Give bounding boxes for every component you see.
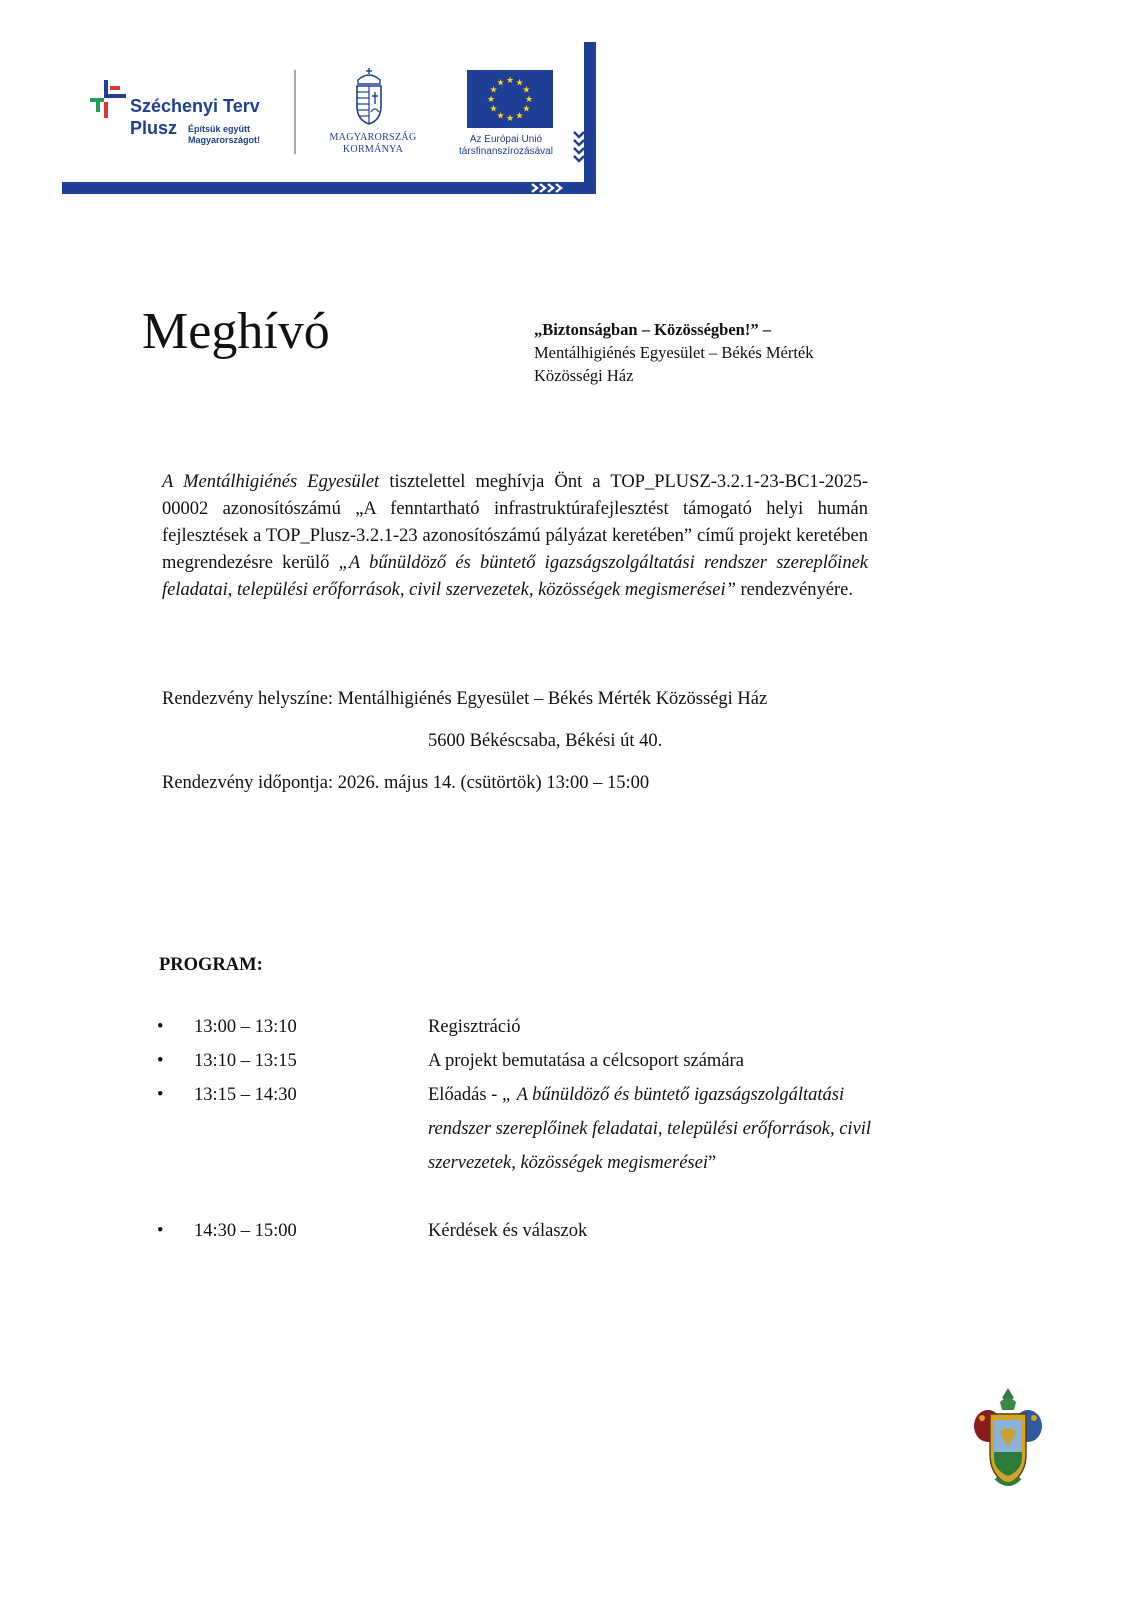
program-item-desc xyxy=(428,1078,878,1180)
program-item-time: 13:10 – 13:15 xyxy=(194,1051,297,1071)
government-line2: KORMÁNYA xyxy=(342,144,404,155)
eu-star-icon: ★ xyxy=(505,113,515,123)
program-item-desc: A projekt bemutatása a célcsoport számára xyxy=(428,1051,744,1071)
program-item-time: 14:30 – 15:00 xyxy=(194,1221,297,1241)
event-venue: Rendezvény helyszíne: Mentálhigiénés Egyesület – Békés Mérték Közösségi Ház xyxy=(162,689,768,709)
program-item-desc: Regisztráció xyxy=(428,1017,521,1037)
program-item-time: 13:00 – 13:10 xyxy=(194,1017,297,1037)
eu-star-icon: ★ xyxy=(524,94,534,104)
program-item-time: 13:15 – 14:30 xyxy=(194,1085,297,1105)
bekescsaba-coat-of-arms-icon xyxy=(970,1388,1046,1494)
subtitle-slogan: „Biztonságban – Közösségben!” – xyxy=(534,320,771,339)
program-heading: PROGRAM: xyxy=(159,955,263,975)
eu-star-icon: ★ xyxy=(522,103,531,114)
eu-star-icon: ★ xyxy=(486,94,496,104)
intro-org: A Mentálhigiénés Egyesület xyxy=(162,472,380,492)
intro-text1: tisztelettel meghívja Önt a TOP_PLUSZ-3.2.1-23-BC1-2025-00002 azonosítószámú „A fenntartható infrastruktúrafejlesztést támogató helyi humán fejlesztések a TOP_Plusz-3.2.1-23 azonosítószámú pályázat keretében” című projekt keretében megrendezésre kerülő xyxy=(162,472,868,573)
government-line1: MAGYARORSZÁG xyxy=(329,132,417,143)
intro-text2: rendezvényére. xyxy=(735,580,853,600)
program-item-desc-suffix: ” xyxy=(707,1153,717,1173)
subtitle-line3: Közösségi Ház xyxy=(534,366,634,385)
program-item-desc: Kérdések és válaszok xyxy=(428,1221,588,1241)
program-item-desc-italic: „ A bűnüldöző és büntető igazságszolgáltatási rendszer szereplőinek feladatai, települési erőforrások, civil szervezetek, közösségek megismerései xyxy=(428,1085,872,1173)
program-item-desc-prefix: Előadás - xyxy=(428,1085,502,1105)
eu-line1: Az Európai Unió xyxy=(469,134,543,145)
government-label xyxy=(318,132,428,156)
eu-flag-icon xyxy=(467,70,553,128)
eu-line2: társfinanszírozásával xyxy=(459,146,553,157)
bullet-icon: • xyxy=(157,1017,164,1037)
eu-star-icon: ★ xyxy=(515,110,524,121)
eu-star-icon: ★ xyxy=(522,84,531,95)
eu-label xyxy=(446,134,566,158)
eu-star-icon: ★ xyxy=(489,103,498,114)
szechenyi-cross-icon xyxy=(88,80,128,120)
eu-star-icon: ★ xyxy=(496,77,505,88)
subtitle-line2: Mentálhigiénés Egyesület – Békés Mérték xyxy=(534,343,814,362)
szechenyi-plus: Plusz xyxy=(130,118,178,138)
eu-star-icon: ★ xyxy=(489,84,498,95)
eu-star-icon: ★ xyxy=(496,110,505,121)
page-title: Meghívó xyxy=(142,303,330,360)
eu-star-icon: ★ xyxy=(505,75,515,85)
eu-star-icon: ★ xyxy=(515,77,524,88)
hungary-coat-of-arms-icon xyxy=(352,68,386,126)
szechenyi-title: Széchenyi Terv xyxy=(130,96,260,116)
bullet-icon: • xyxy=(157,1221,164,1241)
intro-event-title: „A bűnüldöző és büntető igazságszolgáltatási rendszer szereplőinek feladatai, települési erőforrások, civil szervezetek, közösségek megismerései” xyxy=(162,553,868,600)
bullet-icon: • xyxy=(157,1051,164,1071)
intro-paragraph xyxy=(162,469,868,604)
event-time: Rendezvény időpontja: 2026. május 14. (csütörtök) 13:00 – 15:00 xyxy=(162,773,650,793)
event-address: 5600 Békéscsaba, Békési út 40. xyxy=(428,731,663,751)
szechenyi-tagline: Építsük együtt Magyarországot! xyxy=(188,124,261,145)
event-subtitle xyxy=(534,318,894,387)
bullet-icon: • xyxy=(157,1085,164,1105)
